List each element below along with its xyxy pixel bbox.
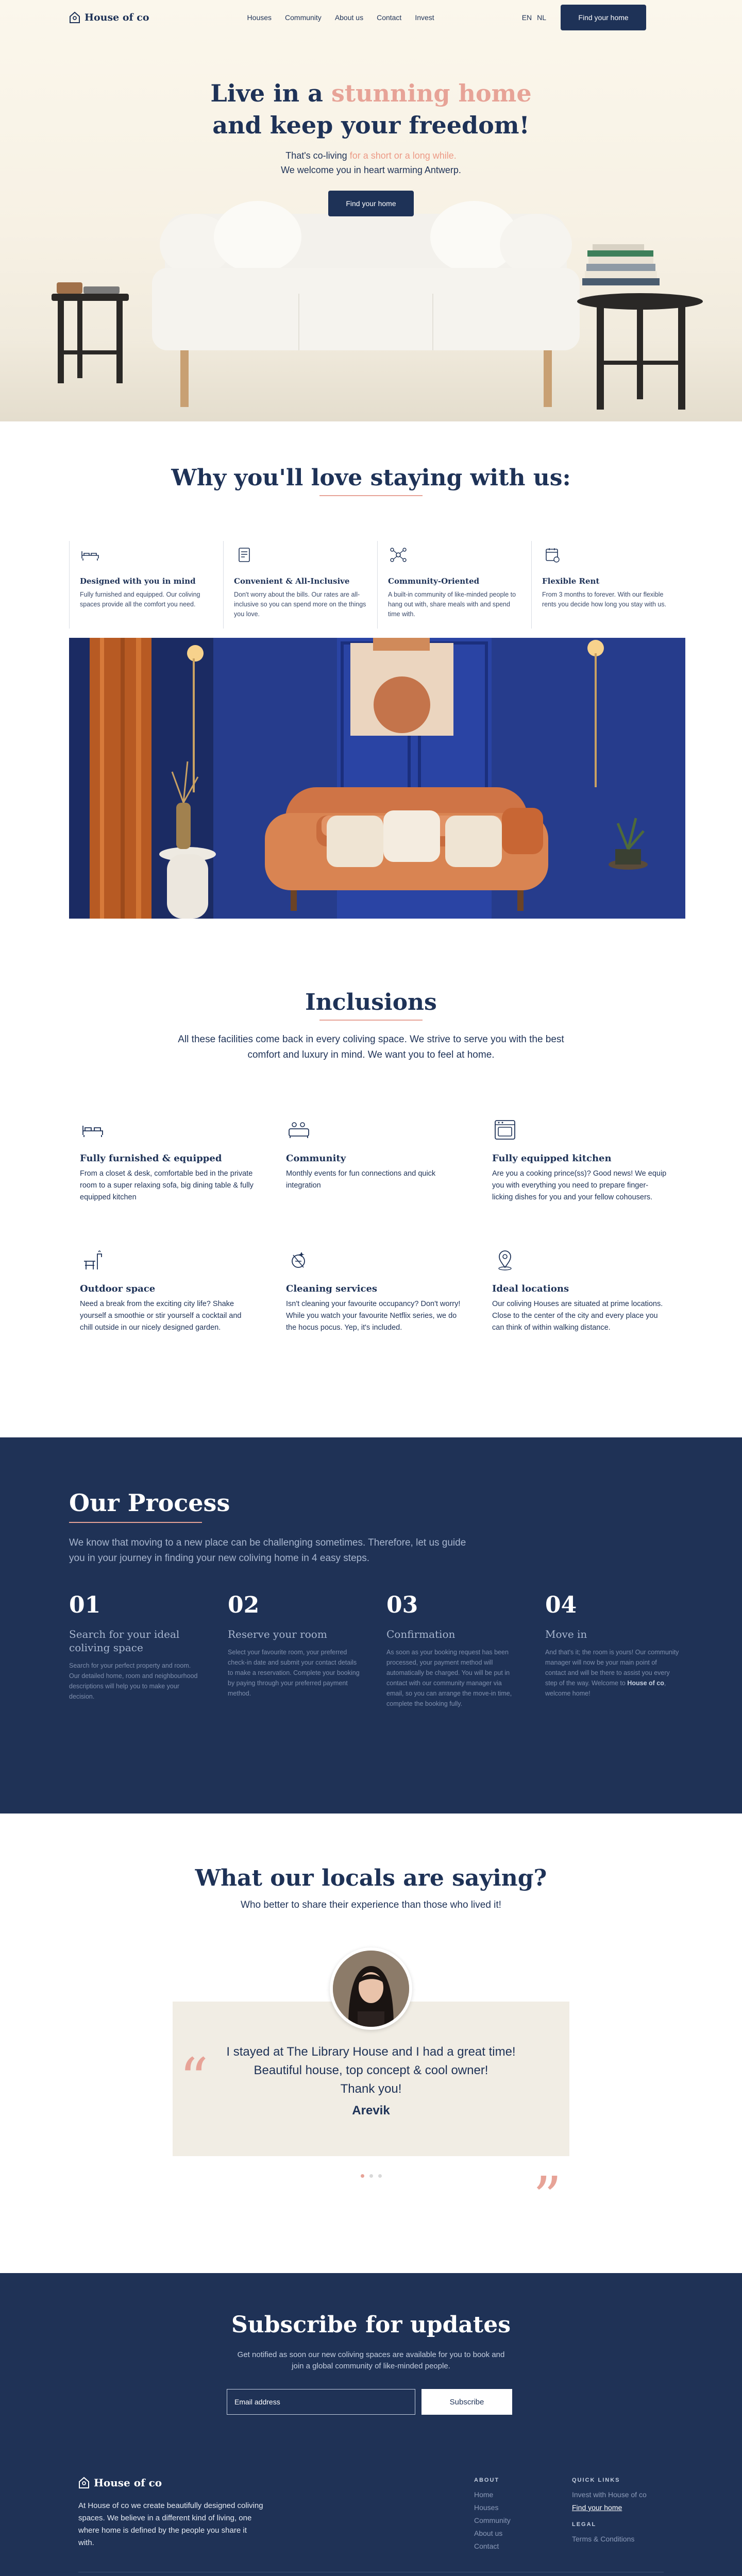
step-number: 02	[228, 1592, 260, 1618]
process-step-1	[69, 1592, 203, 1709]
why-title-underline	[319, 495, 423, 496]
inclusions-title: Inclusions	[305, 989, 437, 1015]
inclusion-cleaning	[286, 1250, 461, 1334]
step-text-bold: House of co	[627, 1680, 664, 1687]
inclusions-title-underline	[319, 1020, 423, 1021]
step-number: 01	[69, 1592, 101, 1618]
why-feature-title: Community-Oriented	[388, 577, 480, 586]
oven-icon	[492, 1120, 518, 1140]
carousel-dot[interactable]	[361, 2174, 364, 2178]
subscribe-title: Subscribe for updates	[231, 2312, 511, 2338]
why-feature-text: Don't worry about the bills. Our rates are all-inclusive so you can spend more on the things you love.	[234, 591, 366, 618]
bbq-icon	[80, 1250, 106, 1270]
nav-links	[247, 13, 434, 22]
why-feature-title: Flexible Rent	[542, 577, 600, 586]
carousel-dot[interactable]	[378, 2174, 382, 2178]
footer-link-terms[interactable]: Terms & Conditions	[572, 2535, 635, 2543]
avatar-photo	[333, 1951, 409, 2027]
why-feature-flexible	[531, 541, 685, 629]
footer-quick-heading: QUICK LINKS	[572, 2477, 620, 2483]
inclusion-text: From a closet & desk, comfortable bed in the private room to a super relaxing sofa, big dining table & fully equipped kitchen	[80, 1170, 254, 1201]
inclusion-title: Cleaning services	[286, 1283, 378, 1294]
step-title: Move in	[545, 1628, 587, 1640]
inclusions-grid	[80, 1120, 667, 1334]
why-feature-text: Fully furnished and equipped. Our coliving spaces provide all the comfort you need.	[80, 591, 200, 608]
footer-link-contact[interactable]: Contact	[474, 2542, 499, 2550]
bed-icon	[80, 1120, 106, 1140]
process-title: Our Process	[69, 1489, 230, 1517]
sofa-people-icon	[286, 1120, 312, 1140]
quote-line: Beautiful house, top concept & cool owner!	[254, 2063, 488, 2077]
process-step-4	[545, 1592, 679, 1709]
step-text	[545, 1647, 679, 1699]
footer	[0, 2273, 742, 2576]
testimonials-section	[0, 1814, 742, 2273]
testimonials-subtitle: Who better to share their experience than those who lived it!	[241, 1900, 501, 1910]
testimonial-quote	[173, 2043, 569, 2098]
carousel-dot[interactable]	[369, 2174, 373, 2178]
avatar	[330, 1947, 412, 2030]
quote-line: I stayed at The Library House and I had a great time!	[226, 2045, 516, 2059]
footer-about-heading: ABOUT	[474, 2477, 500, 2483]
inclusion-text: Need a break from the exciting city life? Shake yourself a smoothie or stir yourself a cocktail and chill outside in our nicely designed garden.	[80, 1300, 242, 1332]
footer-legal-heading: LEGAL	[572, 2521, 597, 2528]
process-steps	[69, 1592, 679, 1709]
step-title: Reserve your room	[228, 1628, 327, 1640]
step-title: Confirmation	[386, 1628, 456, 1640]
step-text: Select your favourite room, your preferred check-in date and submit your contact details to make a reservation. Complete your booking by paying through your preferred payment method.	[228, 1649, 360, 1697]
hero-subtitle	[0, 148, 742, 177]
why-feature-text: From 3 months to forever. With our flexible rents you decide how long you stay with us.	[542, 591, 667, 608]
open-quote-icon: “	[179, 2046, 209, 2112]
step-title: Search for your ideal coliving space	[69, 1628, 180, 1654]
footer-link-home[interactable]: Home	[474, 2490, 494, 2499]
calendar-icon	[542, 547, 563, 563]
process-section	[0, 1437, 742, 1814]
inclusion-title: Fully equipped kitchen	[492, 1153, 612, 1164]
living-room-photo	[69, 638, 685, 919]
why-feature-community	[377, 541, 531, 629]
inclusion-kitchen	[492, 1120, 667, 1204]
living-room-photo-illustration	[69, 638, 685, 919]
inclusion-title: Fully furnished & equipped	[80, 1153, 222, 1164]
inclusion-location	[492, 1250, 667, 1334]
inclusion-text: Our coliving Houses are situated at prime locations. Close to the center of the city and every place you can think of within walking distance.	[492, 1300, 663, 1332]
why-features	[69, 541, 685, 629]
nav-link-about[interactable]: About us	[334, 13, 364, 22]
footer-link-find-home[interactable]: Find your home	[572, 2503, 622, 2512]
nav-link-contact[interactable]: Contact	[377, 13, 402, 22]
footer-quick-column	[572, 2477, 647, 2546]
bill-icon	[234, 547, 255, 563]
carousel-dots	[0, 2174, 742, 2178]
footer-link-invest[interactable]: Invest with House of co	[572, 2490, 647, 2499]
footer-description: At House of co we create beautifully designed coliving spaces. We believe in a different kind of living, one where home is defined by the people you share it with.	[78, 2501, 263, 2547]
hero-sub-accent: for a short or a long while.	[349, 150, 457, 161]
hero-title-line2: and keep your freedom!	[212, 111, 530, 139]
hero-find-home-button[interactable]: Find your home	[328, 191, 414, 216]
inclusion-title: Community	[286, 1153, 346, 1164]
hero-text	[0, 77, 742, 216]
process-step-2	[228, 1592, 362, 1709]
inclusions-section	[0, 942, 742, 1437]
bed-icon	[80, 547, 100, 563]
hero-title-accent: stunning home	[331, 79, 532, 107]
process-intro: We know that moving to a new place can be challenging sometimes. Therefore, let us guide you in your journey in finding your new coliving home in 4 easy steps.	[69, 1537, 466, 1564]
inclusion-text: Isn't cleaning your favourite occupancy? Don't worry! While you watch your favourite Netflix series, we do the hocus pocus. Yep, it's included.	[286, 1300, 461, 1332]
community-icon	[388, 547, 409, 563]
nav-link-houses[interactable]: Houses	[247, 13, 272, 22]
step-number: 03	[386, 1592, 418, 1618]
inclusions-intro: All these facilities come back in every coliving space. We strive to serve you with the best comfort and luxury in mind. We want you to feel at home.	[178, 1034, 564, 1060]
why-feature-text: A built-in community of like-minded people to hang out with, share meals with and spend time with.	[388, 591, 516, 618]
brand-logo[interactable]	[69, 11, 149, 24]
why-title: Why you'll love staying with us:	[171, 465, 571, 491]
nav-find-home-button[interactable]: Find your home	[561, 5, 646, 30]
subscribe-form	[227, 2389, 512, 2415]
nav-link-invest[interactable]: Invest	[415, 13, 434, 22]
hero-sub-part: That's co-living	[285, 150, 350, 161]
close-quote-icon: ”	[533, 2164, 562, 2230]
house-logo-icon	[78, 2477, 90, 2489]
footer-link-houses[interactable]: Houses	[474, 2503, 499, 2512]
lang-nl[interactable]: NL	[537, 13, 547, 22]
cleaning-icon	[286, 1250, 312, 1270]
step-text-part: , welcome home!	[545, 1680, 666, 1697]
footer-link-about[interactable]: About us	[474, 2529, 503, 2537]
testimonials-title: What our locals are saying?	[195, 1865, 547, 1891]
testimonial-author: Arevik	[352, 2104, 390, 2117]
hero-title	[0, 77, 742, 141]
footer-brand-name: House of co	[94, 2477, 162, 2489]
why-feature-convenient	[223, 541, 377, 629]
brand-name: House of co	[85, 12, 149, 23]
lang-en[interactable]: EN	[521, 13, 532, 22]
inclusion-title: Outdoor space	[80, 1283, 156, 1294]
step-text: As soon as your booking request has been processed, your payment method will automatically be charged. You will be put in contact with our community manager via email, so you can arrange the move-in time, complete the booking fully.	[386, 1649, 512, 1707]
why-feature-title: Convenient & All-Inclusive	[234, 577, 350, 586]
inclusion-outdoor	[80, 1250, 255, 1334]
process-title-underline	[69, 1522, 202, 1523]
why-section	[0, 421, 742, 942]
house-logo-icon	[69, 11, 80, 24]
footer-about-column	[474, 2477, 511, 2553]
step-number: 04	[545, 1592, 577, 1618]
hero-sub-line2: We welcome you in heart warming Antwerp.	[281, 165, 461, 175]
subscribe-button[interactable]: Subscribe	[421, 2389, 512, 2415]
email-input[interactable]	[227, 2389, 415, 2415]
nav-link-community[interactable]: Community	[285, 13, 322, 22]
inclusion-text: Are you a cooking prince(ss)? Good news! We equip you with everything you need to prepare finger-licking dishes for you and your fellow cohousers.	[492, 1170, 667, 1201]
inclusion-community	[286, 1120, 461, 1204]
location-icon	[492, 1250, 518, 1270]
hero-section	[0, 0, 742, 421]
top-nav	[0, 0, 742, 35]
footer-link-community[interactable]: Community	[474, 2516, 511, 2524]
hero-title-part: Live in a	[210, 79, 331, 107]
avatar-person-illustration	[333, 1951, 409, 2027]
why-feature-designed	[69, 541, 223, 629]
process-step-3	[386, 1592, 520, 1709]
quote-line: Thank you!	[340, 2082, 402, 2096]
language-switcher	[522, 13, 546, 22]
step-text-part: And that's it; the room is yours! Our community manager will now be your main point of contact and will be there to assist you every step of the way. Welcome to	[545, 1649, 679, 1687]
inclusion-title: Ideal locations	[492, 1283, 569, 1294]
why-feature-title: Designed with you in mind	[80, 577, 196, 586]
inclusion-text: Monthly events for fun connections and quick integration	[286, 1170, 436, 1190]
step-text: Search for your perfect property and room. Our detailed home, room and neighbourhood descriptions will help you to make your decision.	[69, 1662, 198, 1700]
subscribe-text: Get notified as soon our new coliving spaces are available for you to book and join a global community of like-minded people.	[237, 2350, 505, 2370]
inclusion-furnished	[80, 1120, 255, 1204]
footer-brand[interactable]	[78, 2477, 162, 2489]
